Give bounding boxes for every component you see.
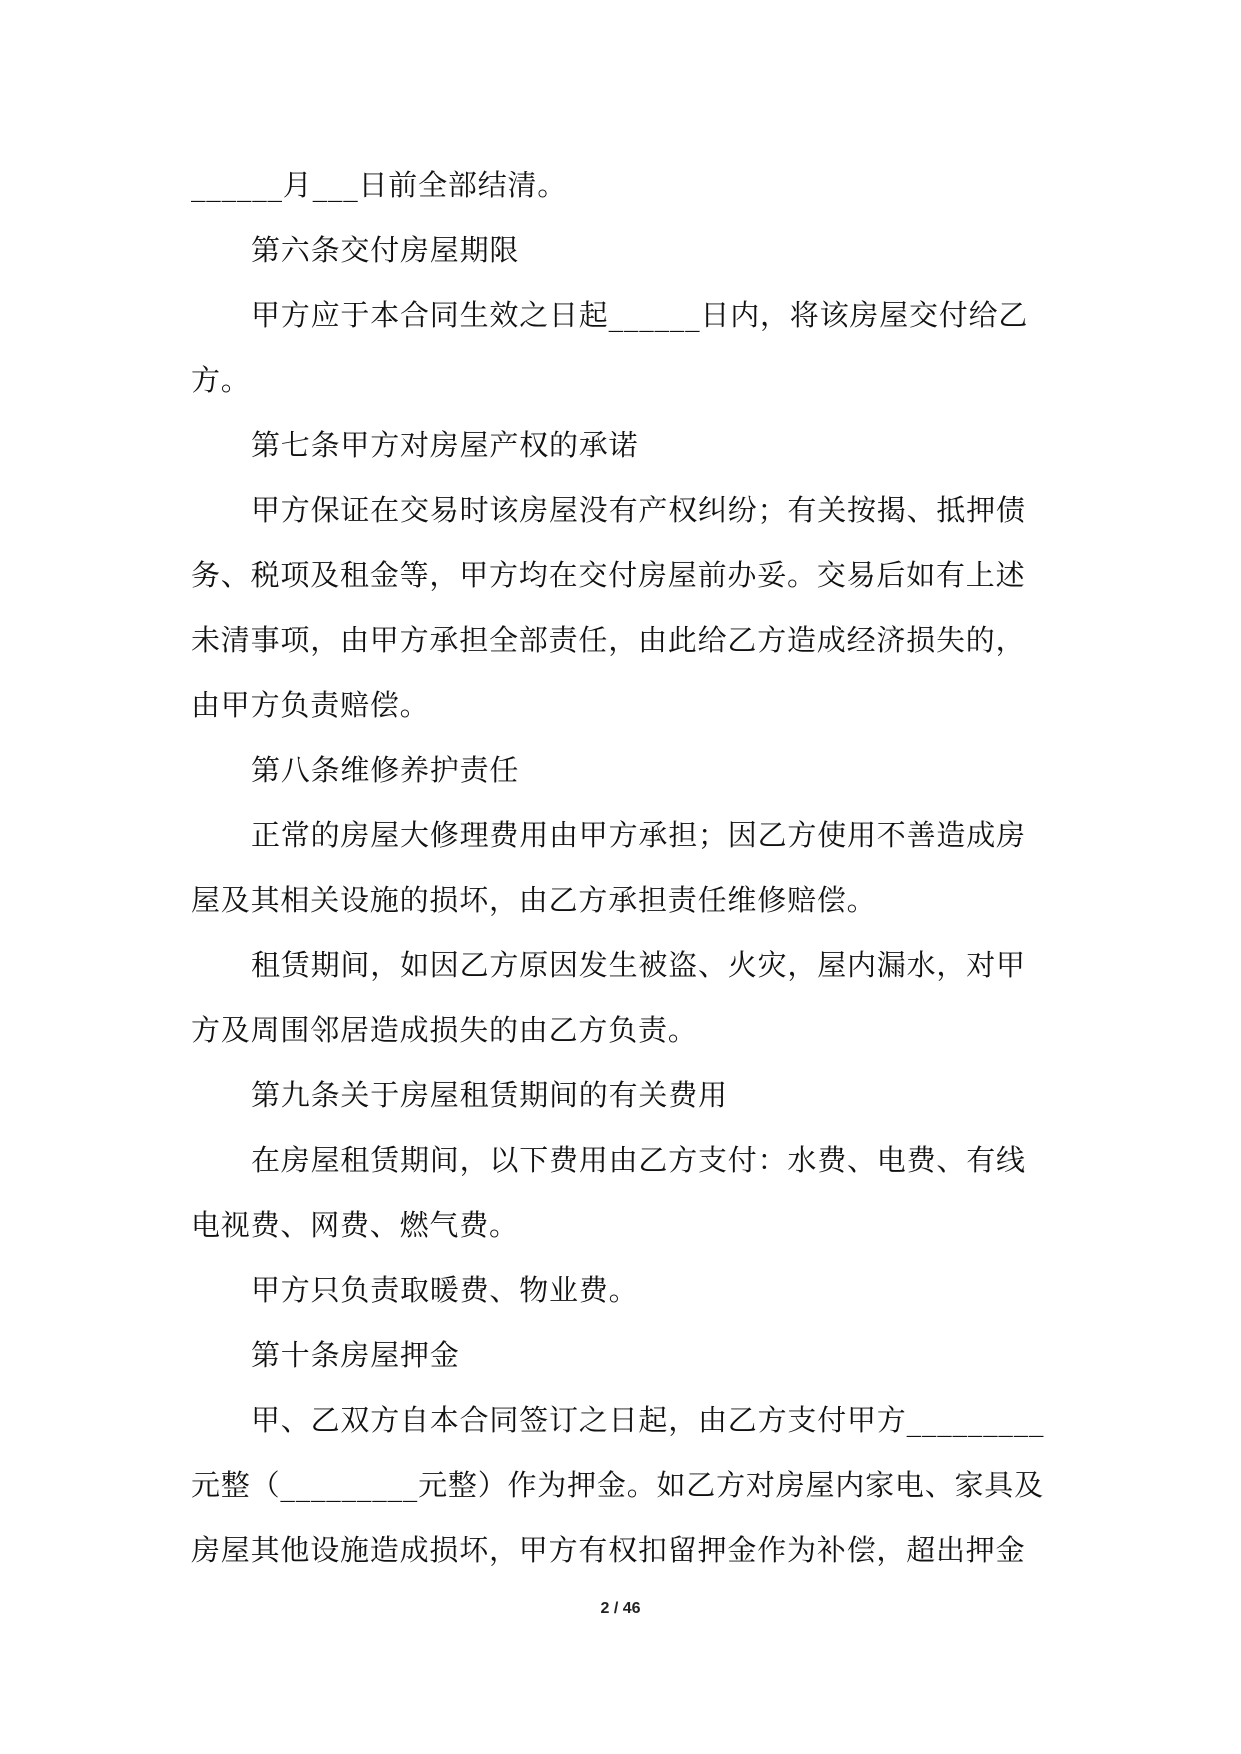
paragraph-line: 房屋其他设施造成损坏，甲方有权扣留押金作为补偿，超出押金 bbox=[191, 1533, 1026, 1567]
paragraph-line: 甲、乙双方自本合同签订之日起，由乙方支付甲方_________ bbox=[251, 1403, 1045, 1437]
paragraph-line: 方及周围邻居造成损失的由乙方负责。 bbox=[191, 1013, 698, 1047]
paragraph-line: 甲方保证在交易时该房屋没有产权纠纷；有关按揭、抵押债 bbox=[251, 493, 1026, 527]
paragraph-line: 租赁期间，如因乙方原因发生被盗、火灾，屋内漏水，对甲 bbox=[251, 948, 1026, 982]
paragraph-line: 正常的房屋大修理费用由甲方承担；因乙方使用不善造成房 bbox=[251, 818, 1026, 852]
paragraph-line: 电视费、网费、燃气费。 bbox=[191, 1208, 519, 1242]
article-7-heading: 第七条甲方对房屋产权的承诺 bbox=[251, 428, 639, 462]
document-body bbox=[191, 153, 1051, 1583]
paragraph-line: 务、税项及租金等，甲方均在交付房屋前办妥。交易后如有上述 bbox=[191, 558, 1026, 592]
paragraph-line: 方。 bbox=[191, 363, 251, 397]
paragraph-line: 屋及其相关设施的损坏，由乙方承担责任维修赔偿。 bbox=[191, 883, 877, 917]
article-10-heading: 第十条房屋押金 bbox=[251, 1338, 460, 1372]
article-9-heading: 第九条关于房屋租赁期间的有关费用 bbox=[251, 1078, 728, 1112]
article-8-heading: 第八条维修养护责任 bbox=[251, 753, 520, 787]
paragraph-line: 在房屋租赁期间，以下费用由乙方支付：水费、电费、有线 bbox=[251, 1143, 1026, 1177]
paragraph-line: 由甲方负责赔偿。 bbox=[191, 688, 430, 722]
paragraph-line: 未清事项，由甲方承担全部责任，由此给乙方造成经济损失的， bbox=[191, 623, 1026, 657]
article-6-heading: 第六条交付房屋期限 bbox=[251, 233, 520, 267]
paragraph-line: ______月___日前全部结清。 bbox=[191, 168, 568, 202]
paragraph-line: 元整（_________元整）作为押金。如乙方对房屋内家电、家具及 bbox=[191, 1468, 1044, 1502]
page-number: 2 / 46 bbox=[600, 1600, 641, 1617]
paragraph-line: 甲方只负责取暖费、物业费。 bbox=[251, 1273, 639, 1307]
paragraph-line: 甲方应于本合同生效之日起______日内，将该房屋交付给乙 bbox=[251, 298, 1029, 332]
